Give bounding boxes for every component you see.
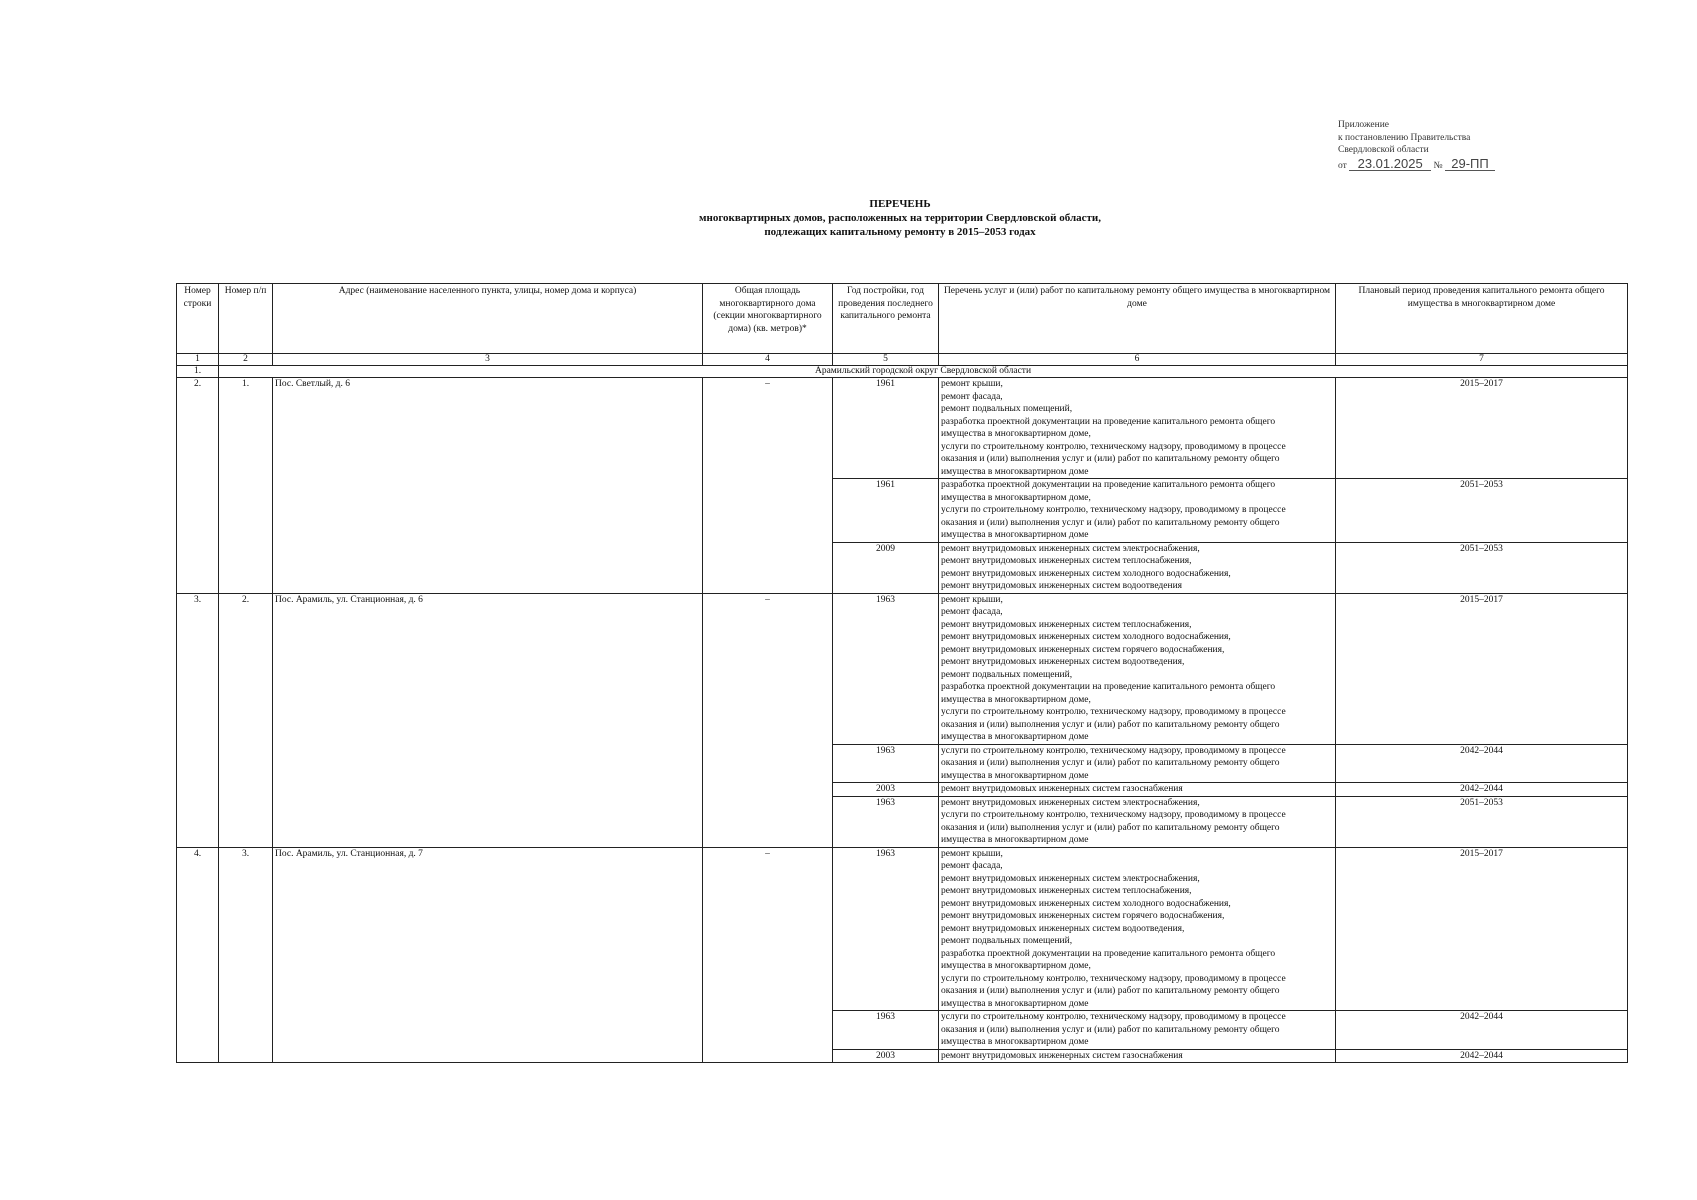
document-title (600, 197, 1200, 239)
work-item: разработка проектной документации на проведение капитального ремонта общего (941, 948, 1276, 959)
work-item: ремонт внутридомовых инженерных систем холодного водоснабжения, (941, 568, 1231, 579)
work-item: оказания и (или) выполнения услуг и (или) работ по капитальному ремонту общего (941, 719, 1280, 730)
address-cell: Пос. Арамиль, ул. Станционная, д. 7 (273, 847, 703, 1063)
works-cell (939, 593, 1336, 744)
work-item: ремонт внутридомовых инженерных систем теплоснабжения, (941, 886, 1192, 896)
area-cell: – (703, 847, 833, 1063)
work-item: ремонт внутридомовых инженерных систем теплоснабжения, (941, 556, 1192, 566)
work-item: ремонт фасада, (941, 391, 1003, 402)
works-cell (939, 1049, 1336, 1063)
works-cell (939, 378, 1336, 479)
year-cell: 1963 (833, 847, 939, 1011)
works-cell (939, 744, 1336, 783)
area-cell: – (703, 593, 833, 847)
annex-date-line (1338, 157, 1495, 173)
header-cell: Номер строки (177, 284, 219, 354)
work-item: имущества в многоквартирном доме (941, 835, 1089, 845)
year-cell: 1961 (833, 479, 939, 543)
period-cell: 2051–2053 (1336, 796, 1628, 847)
work-item: имущества в многоквартирном доме, (941, 429, 1091, 439)
header-cell: Год постройки, год проведения последнего капитального ремонта (833, 284, 939, 354)
work-item: ремонт внутридомовых инженерных систем водоотведения, (941, 923, 1185, 934)
work-item: ремонт подвальных помещений, (941, 936, 1073, 946)
period-cell: 2015–2017 (1336, 593, 1628, 744)
period-cell: 2042–2044 (1336, 783, 1628, 797)
work-item: ремонт подвальных помещений, (941, 669, 1073, 680)
work-item: услуги по строительному контролю, техническому надзору, проводимому в процессе (941, 1012, 1286, 1022)
header-row (177, 284, 1628, 354)
period-cell: 2042–2044 (1336, 1049, 1628, 1063)
column-number-cell: 1 (177, 354, 219, 366)
work-item: ремонт внутридомовых инженерных систем водоотведения (941, 581, 1183, 591)
region-row (177, 366, 1628, 378)
work-item: ремонт фасада, (941, 607, 1003, 617)
year-cell: 1963 (833, 744, 939, 783)
item-number: 3. (219, 847, 273, 1063)
work-item: имущества в многоквартирном доме (941, 466, 1089, 477)
header-cell: Адрес (наименование населенного пункта, улицы, номер дома и корпуса) (273, 284, 703, 354)
work-item: услуги по строительному контролю, техническому надзору, проводимому в процессе (941, 810, 1286, 820)
header-cell: Номер п/п (219, 284, 273, 354)
address-cell: Пос. Арамиль, ул. Станционная, д. 6 (273, 593, 703, 847)
work-item: ремонт внутридомовых инженерных систем электроснабжения, (941, 543, 1200, 554)
column-number-cell: 6 (939, 354, 1336, 366)
work-item: оказания и (или) выполнения услуг и (или) работ по капитальному ремонту общего (941, 822, 1280, 833)
column-number-cell: 4 (703, 354, 833, 366)
year-cell: 1963 (833, 1011, 939, 1050)
work-item: ремонт подвальных помещений, (941, 404, 1073, 414)
work-item: ремонт внутридомовых инженерных систем холодного водоснабжения, (941, 632, 1231, 642)
work-item: ремонт внутридомовых инженерных систем электроснабжения, (941, 797, 1200, 808)
year-cell: 2003 (833, 783, 939, 797)
row-number: 3. (177, 593, 219, 847)
annex-from-label: от (1338, 160, 1347, 171)
works-cell (939, 783, 1336, 797)
works-cell (939, 796, 1336, 847)
annex-number: 29-ПП (1445, 157, 1495, 171)
address-cell: Пос. Светлый, д. 6 (273, 378, 703, 594)
region-row-number: 1. (177, 366, 219, 378)
work-item: разработка проектной документации на проведение капитального ремонта общего (941, 480, 1276, 490)
period-cell: 2042–2044 (1336, 1011, 1628, 1050)
work-item: имущества в многоквартирном доме, (941, 694, 1091, 705)
year-cell: 1963 (833, 796, 939, 847)
work-item: ремонт фасада, (941, 861, 1003, 871)
works-cell (939, 479, 1336, 543)
work-item: оказания и (или) выполнения услуг и (или) работ по капитальному ремонту общего (941, 454, 1280, 464)
column-number-cell: 3 (273, 354, 703, 366)
work-item: ремонт внутридомовых инженерных систем горячего водоснабжения, (941, 911, 1225, 921)
work-item: ремонт крыши, (941, 379, 1003, 389)
annex-date: 23.01.2025 (1349, 157, 1431, 171)
year-cell: 1961 (833, 378, 939, 479)
region-name: Арамильский городской округ Свердловской области (219, 366, 1628, 378)
work-item: имущества в многоквартирном доме (941, 530, 1089, 540)
column-number-cell: 2 (219, 354, 273, 366)
work-item: имущества в многоквартирном доме (941, 998, 1089, 1009)
title-line-2: многоквартирных домов, расположенных на территории Свердловской области, (699, 212, 1101, 224)
work-item: ремонт внутридомовых инженерных систем теплоснабжения, (941, 619, 1192, 630)
column-number-cell: 5 (833, 354, 939, 366)
work-item: оказания и (или) выполнения услуг и (или) работ по капитальному ремонту общего (941, 986, 1280, 996)
annex-line-3: Свердловской области (1338, 145, 1429, 155)
row-number: 2. (177, 378, 219, 594)
work-item: имущества в многоквартирном доме, (941, 961, 1091, 971)
year-cell: 1963 (833, 593, 939, 744)
period-cell: 2015–2017 (1336, 378, 1628, 479)
work-item: ремонт внутридомовых инженерных систем газоснабжения (941, 1050, 1183, 1061)
column-number-cell: 7 (1336, 354, 1628, 366)
table-row (177, 378, 1628, 479)
works-cell (939, 542, 1336, 593)
period-cell: 2051–2053 (1336, 479, 1628, 543)
work-item: ремонт крыши, (941, 848, 1003, 859)
item-number: 1. (219, 378, 273, 594)
work-item: ремонт внутридомовых инженерных систем холодного водоснабжения, (941, 898, 1231, 909)
work-item: услуги по строительному контролю, техническому надзору, проводимому в процессе (941, 707, 1286, 717)
period-cell: 2015–2017 (1336, 847, 1628, 1011)
row-number: 4. (177, 847, 219, 1063)
header-cell: Общая площадь многоквартирного дома (секции многоквартирного дома) (кв. метров)* (703, 284, 833, 354)
work-item: имущества в многоквартирном доме, (941, 492, 1091, 503)
header-cell: Плановый период проведения капитального ремонта общего имущества в многоквартирном доме (1336, 284, 1628, 354)
work-item: ремонт крыши, (941, 594, 1003, 605)
period-cell: 2042–2044 (1336, 744, 1628, 783)
period-cell: 2051–2053 (1336, 542, 1628, 593)
work-item: разработка проектной документации на проведение капитального ремонта общего (941, 416, 1276, 427)
work-item: ремонт внутридомовых инженерных систем электроснабжения, (941, 873, 1200, 884)
work-item: ремонт внутридомовых инженерных систем водоотведения, (941, 657, 1185, 667)
work-item: оказания и (или) выполнения услуг и (или) работ по капитальному ремонту общего (941, 758, 1280, 768)
work-item: оказания и (или) выполнения услуг и (или) работ по капитальному ремонту общего (941, 1024, 1280, 1035)
annex-line-2: к постановлению Правительства (1338, 132, 1471, 143)
area-cell: – (703, 378, 833, 594)
year-cell: 2003 (833, 1049, 939, 1063)
column-number-row (177, 354, 1628, 366)
table-row (177, 847, 1628, 1011)
work-item: оказания и (или) выполнения услуг и (или) работ по капитальному ремонту общего (941, 517, 1280, 528)
header-cell: Перечень услуг и (или) работ по капитальному ремонту общего имущества в многоквартирном доме (939, 284, 1336, 354)
table-row (177, 593, 1628, 744)
work-item: ремонт внутридомовых инженерных систем горячего водоснабжения, (941, 644, 1225, 655)
work-item: услуги по строительному контролю, техническому надзору, проводимому в процессе (941, 745, 1286, 756)
annex-block (1338, 119, 1495, 172)
annex-line-1: Приложение (1338, 120, 1389, 130)
annex-number-label: № (1433, 160, 1443, 171)
work-item: разработка проектной документации на проведение капитального ремонта общего (941, 682, 1276, 692)
works-cell (939, 847, 1336, 1011)
work-item: ремонт внутридомовых инженерных систем газоснабжения (941, 784, 1183, 794)
works-cell (939, 1011, 1336, 1050)
work-item: имущества в многоквартирном доме (941, 732, 1089, 742)
work-item: услуги по строительному контролю, техническому надзору, проводимому в процессе (941, 973, 1286, 984)
title-main: ПЕРЕЧЕНЬ (869, 198, 931, 210)
year-cell: 2009 (833, 542, 939, 593)
houses-table (176, 283, 1628, 1063)
work-item: имущества в многоквартирном доме (941, 770, 1089, 781)
title-line-3: подлежащих капитальному ремонту в 2015–2053 годах (764, 226, 1036, 238)
work-item: услуги по строительному контролю, техническому надзору, проводимому в процессе (941, 441, 1286, 452)
item-number: 2. (219, 593, 273, 847)
work-item: услуги по строительному контролю, техническому надзору, проводимому в процессе (941, 505, 1286, 515)
work-item: имущества в многоквартирном доме (941, 1037, 1089, 1047)
